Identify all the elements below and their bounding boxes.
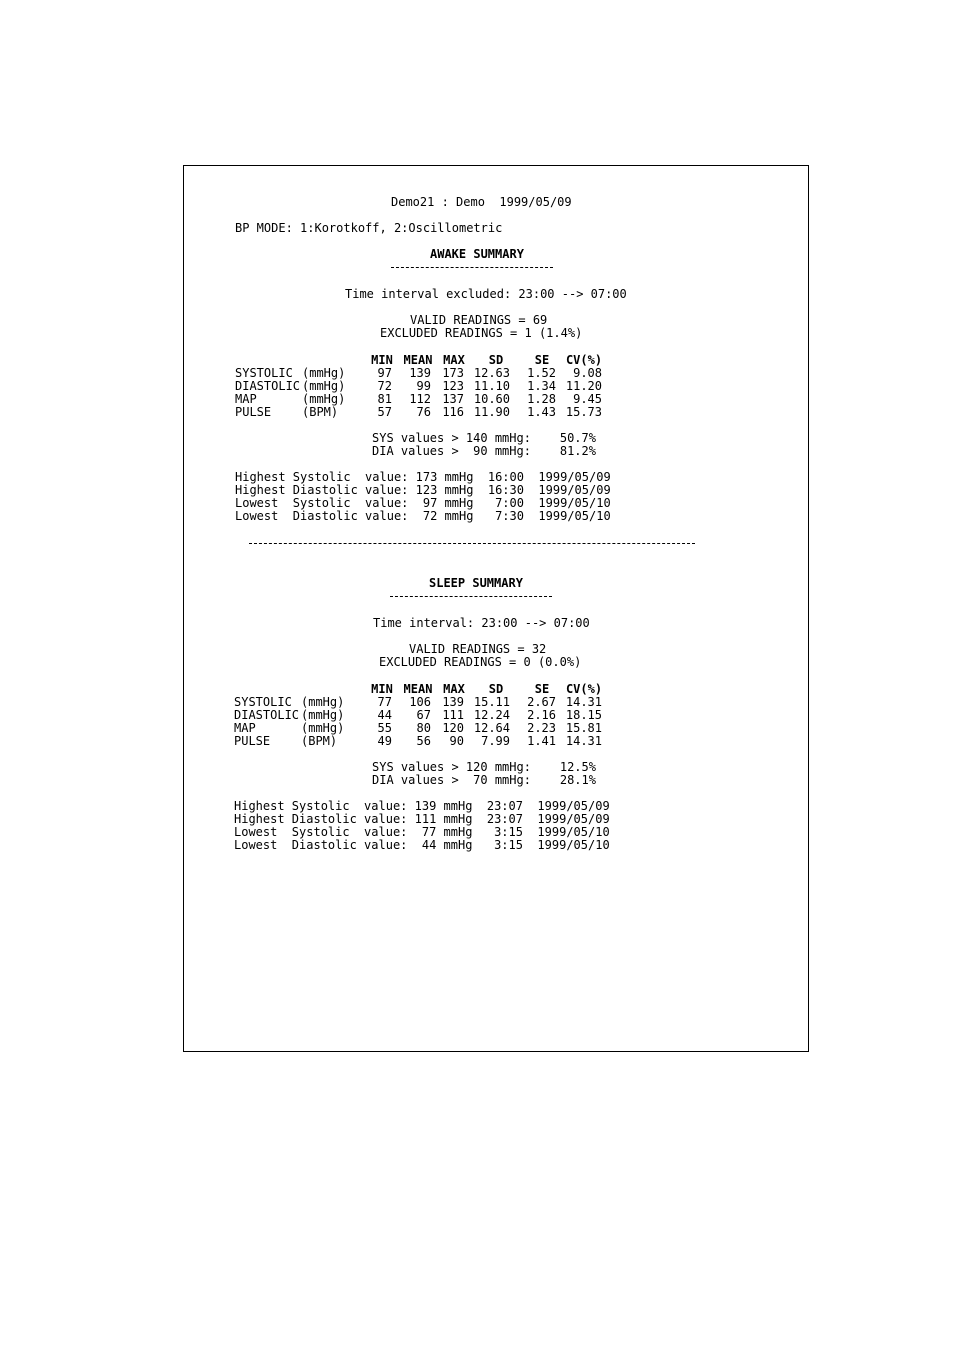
table-cell-max: 111: [442, 708, 464, 722]
table-cell-se: 2.16: [527, 708, 556, 722]
table-cell-cv: 14.31: [565, 734, 602, 748]
table-cell-sd: 15.11: [473, 695, 510, 709]
table-cell-cv: 14.31: [565, 695, 602, 709]
table-cell-se: 1.34: [527, 379, 556, 393]
row-unit: (mmHg): [301, 708, 345, 722]
table-cell-cv: 15.73: [565, 405, 602, 419]
table-cell-se: 1.28: [527, 392, 556, 406]
column-header: CV(%): [565, 682, 603, 696]
row-label: PULSE: [235, 405, 272, 419]
table-cell-cv: 15.81: [565, 721, 602, 735]
column-header: MIN: [371, 353, 393, 367]
sleep-sys-threshold: SYS values > 120 mmHg: 12.5%: [372, 760, 596, 774]
row-unit: (BPM): [302, 405, 339, 419]
bp-mode: BP MODE: 1:Korotkoff, 2:Oscillometric: [235, 221, 503, 235]
table-cell-mean: 67: [416, 708, 431, 722]
section-divider: [249, 543, 695, 544]
row-unit: (mmHg): [302, 379, 346, 393]
table-cell-min: 77: [377, 695, 392, 709]
table-cell-min: 72: [377, 379, 392, 393]
table-cell-se: 1.41: [527, 734, 556, 748]
row-unit: (mmHg): [302, 392, 346, 406]
table-cell-mean: 106: [409, 695, 431, 709]
row-label: SYSTOLIC: [235, 366, 293, 380]
table-cell-mean: 80: [416, 721, 431, 735]
column-header: SE: [534, 682, 550, 696]
column-header: CV(%): [565, 353, 603, 367]
table-cell-sd: 11.10: [473, 379, 510, 393]
table-cell-min: 97: [377, 366, 392, 380]
column-header: MIN: [371, 682, 393, 696]
table-cell-mean: 56: [416, 734, 431, 748]
awake-title-underline: [391, 267, 553, 268]
table-cell-cv: 9.45: [573, 392, 602, 406]
table-cell-sd: 12.24: [473, 708, 510, 722]
table-cell-min: 55: [377, 721, 392, 735]
sleep-extreme-2: Highest Diastolic value: 111 mmHg 23:07 1999/05/09: [234, 812, 610, 826]
table-cell-min: 57: [377, 405, 392, 419]
row-label: MAP: [235, 392, 257, 406]
table-cell-max: 116: [442, 405, 464, 419]
column-header: SE: [534, 353, 550, 367]
column-header: MAX: [443, 353, 465, 367]
column-header: SD: [488, 353, 504, 367]
table-cell-max: 123: [442, 379, 464, 393]
table-cell-cv: 18.15: [565, 708, 602, 722]
sleep-extreme-1: Highest Systolic value: 139 mmHg 23:07 1999/05/09: [234, 799, 610, 813]
row-label: SYSTOLIC: [234, 695, 292, 709]
awake-dia-threshold: DIA values > 90 mmHg: 81.2%: [372, 444, 596, 458]
column-header: SD: [488, 682, 504, 696]
sleep-summary-title: SLEEP SUMMARY: [429, 576, 523, 590]
report-title: Demo21 : Demo 1999/05/09: [391, 195, 572, 209]
column-header: MEAN: [403, 353, 433, 367]
awake-interval: Time interval excluded: 23:00 --> 07:00: [345, 287, 627, 301]
sleep-extreme-4: Lowest Diastolic value: 44 mmHg 3:15 1999/05/10: [234, 838, 610, 852]
table-cell-min: 44: [377, 708, 392, 722]
table-cell-sd: 12.63: [473, 366, 510, 380]
table-cell-max: 120: [442, 721, 464, 735]
table-cell-mean: 99: [416, 379, 431, 393]
sleep-valid-readings: VALID READINGS = 32: [409, 642, 547, 656]
awake-extreme-1: Highest Systolic value: 173 mmHg 16:00 1999/05/09: [235, 470, 611, 484]
awake-extreme-3: Lowest Systolic value: 97 mmHg 7:00 1999/05/10: [235, 496, 611, 510]
table-cell-mean: 112: [409, 392, 431, 406]
table-cell-max: 137: [442, 392, 464, 406]
table-cell-cv: 11.20: [565, 379, 602, 393]
sleep-extreme-3: Lowest Systolic value: 77 mmHg 3:15 1999/05/10: [234, 825, 610, 839]
awake-summary-title: AWAKE SUMMARY: [430, 247, 524, 261]
table-cell-max: 90: [449, 734, 464, 748]
table-cell-cv: 9.08: [573, 366, 602, 380]
row-label: PULSE: [234, 734, 271, 748]
sleep-interval: Time interval: 23:00 --> 07:00: [373, 616, 590, 630]
table-cell-min: 49: [377, 734, 392, 748]
table-cell-se: 2.67: [527, 695, 556, 709]
table-cell-sd: 10.60: [473, 392, 510, 406]
table-cell-mean: 76: [416, 405, 431, 419]
column-header: MAX: [443, 682, 465, 696]
table-cell-min: 81: [377, 392, 392, 406]
row-unit: (mmHg): [301, 721, 345, 735]
row-unit: (mmHg): [301, 695, 345, 709]
row-label: DIASTOLIC: [235, 379, 301, 393]
row-unit: (BPM): [301, 734, 338, 748]
table-cell-sd: 12.64: [473, 721, 510, 735]
awake-extreme-4: Lowest Diastolic value: 72 mmHg 7:30 1999/05/10: [235, 509, 611, 523]
sleep-title-underline: [390, 596, 552, 597]
table-cell-mean: 139: [409, 366, 431, 380]
table-cell-sd: 11.90: [473, 405, 510, 419]
awake-valid-readings: VALID READINGS = 69: [410, 313, 548, 327]
awake-extreme-2: Highest Diastolic value: 123 mmHg 16:30 1999/05/09: [235, 483, 611, 497]
table-cell-max: 139: [442, 695, 464, 709]
sleep-dia-threshold: DIA values > 70 mmHg: 28.1%: [372, 773, 596, 787]
awake-excluded-readings: EXCLUDED READINGS = 1 (1.4%): [380, 326, 583, 340]
sleep-excluded-readings: EXCLUDED READINGS = 0 (0.0%): [379, 655, 582, 669]
table-cell-se: 1.43: [527, 405, 556, 419]
row-unit: (mmHg): [302, 366, 346, 380]
awake-sys-threshold: SYS values > 140 mmHg: 50.7%: [372, 431, 596, 445]
table-cell-max: 173: [442, 366, 464, 380]
column-header: MEAN: [403, 682, 433, 696]
row-label: DIASTOLIC: [234, 708, 300, 722]
row-label: MAP: [234, 721, 256, 735]
table-cell-se: 2.23: [527, 721, 556, 735]
table-cell-se: 1.52: [527, 366, 556, 380]
table-cell-sd: 7.99: [481, 734, 510, 748]
